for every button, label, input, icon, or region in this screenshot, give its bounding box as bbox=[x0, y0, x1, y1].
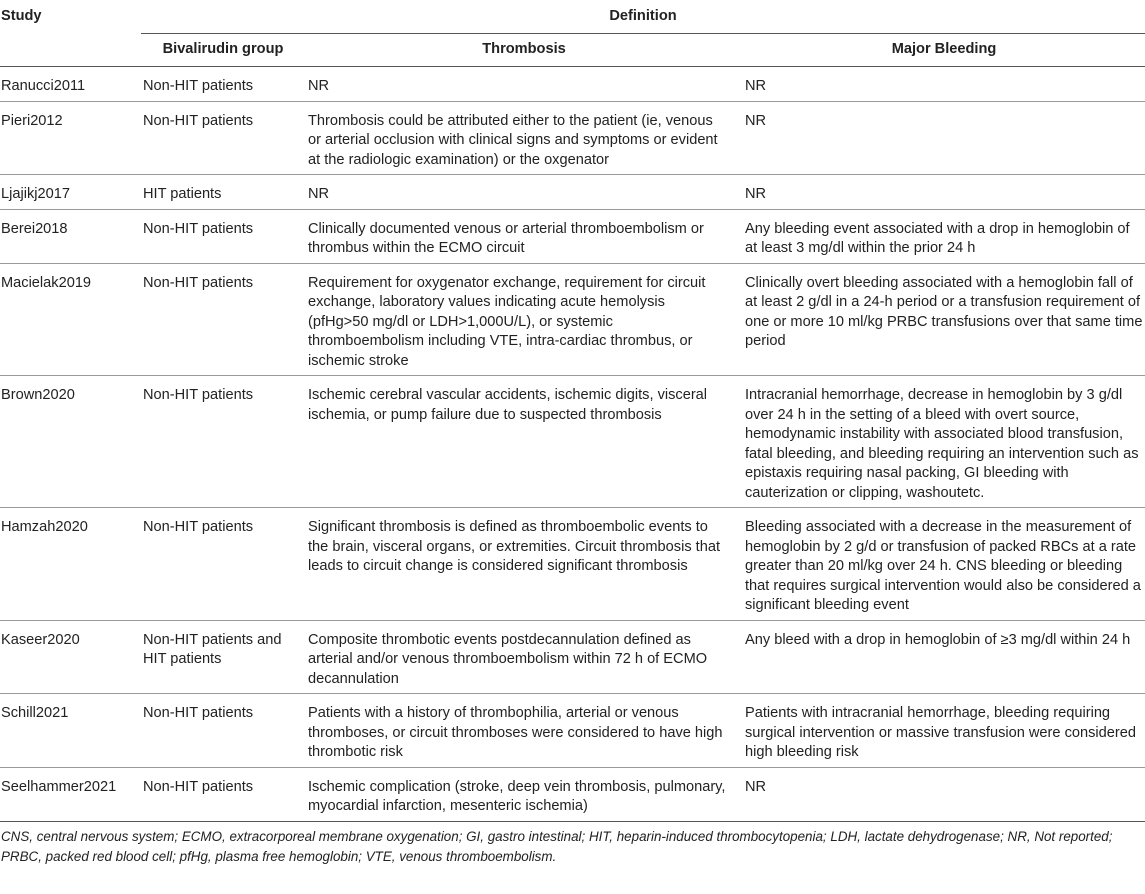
table-row bbox=[0, 376, 1145, 508]
cell-study: Berei2018 bbox=[0, 209, 141, 263]
cell-thrombosis: Significant thrombosis is defined as thromboembolic events to the brain, visceral organs, or extremities. Circuit thrombosis that leads to circuit change is considered significant thrombosis bbox=[305, 508, 743, 621]
cell-thrombosis: Patients with a history of thrombophilia, arterial or venous thromboses, or circuit thromboses were considered to have high thrombotic risk bbox=[305, 694, 743, 768]
cell-study: Hamzah2020 bbox=[0, 508, 141, 621]
cell-thrombosis: NR bbox=[305, 175, 743, 210]
cell-bivalirudin-group: HIT patients bbox=[141, 175, 305, 210]
cell-study: Pieri2012 bbox=[0, 101, 141, 175]
cell-study: Brown2020 bbox=[0, 376, 141, 508]
table-header bbox=[0, 0, 1145, 67]
header-definition: Definition bbox=[141, 0, 1145, 34]
cell-study: Kaseer2020 bbox=[0, 620, 141, 694]
table-row bbox=[0, 620, 1145, 694]
header-row-secondary bbox=[0, 34, 1145, 67]
cell-major-bleeding: Any bleeding event associated with a drop in hemoglobin of at least 3 mg/dl within the prior 24 h bbox=[743, 209, 1145, 263]
cell-thrombosis: Ischemic cerebral vascular accidents, ischemic digits, visceral ischemia, or pump failure due to suspected thrombosis bbox=[305, 376, 743, 508]
cell-major-bleeding: Patients with intracranial hemorrhage, bleeding requiring surgical intervention or massive transfusion were considered high bleeding risk bbox=[743, 694, 1145, 768]
cell-bivalirudin-group: Non-HIT patients bbox=[141, 508, 305, 621]
cell-thrombosis: Composite thrombotic events postdecannulation defined as arterial and/or venous thromboembolism within 72 h of ECMO decannulation bbox=[305, 620, 743, 694]
table-row bbox=[0, 263, 1145, 376]
cell-thrombosis: Ischemic complication (stroke, deep vein thrombosis, pulmonary, myocardial infarction, mesenteric ischemia) bbox=[305, 767, 743, 821]
header-major-bleeding: Major Bleeding bbox=[743, 34, 1145, 67]
cell-major-bleeding: Bleeding associated with a decrease in the measurement of hemoglobin by 2 g/d or transfusion of packed RBCs at a rate greater than 20 ml/kg over 24 h. CNS bleeding or bleeding that requires surgical intervention would also be considered a significant bleeding event bbox=[743, 508, 1145, 621]
header-study: Study bbox=[1, 8, 42, 24]
cell-bivalirudin-group: Non-HIT patients bbox=[141, 101, 305, 175]
cell-major-bleeding: NR bbox=[743, 175, 1145, 210]
cell-study: Macielak2019 bbox=[0, 263, 141, 376]
cell-study: Seelhammer2021 bbox=[0, 767, 141, 821]
cell-thrombosis: Clinically documented venous or arterial thromboembolism or thrombus within the ECMO circuit bbox=[305, 209, 743, 263]
cell-major-bleeding: Intracranial hemorrhage, decrease in hemoglobin by 3 g/dl over 24 h in the setting of a bleed with overt source, hemodynamic instability with associated blood transfusion, fatal bleeding, and bleeding requiring an intervention such as epistaxis requiring nasal packing, GI bleeding with cauterization or clipping, washoutetc. bbox=[743, 376, 1145, 508]
table-row bbox=[0, 694, 1145, 768]
table-row bbox=[0, 101, 1145, 175]
cell-major-bleeding: NR bbox=[743, 101, 1145, 175]
header-bivalirudin-group: Bivalirudin group bbox=[141, 34, 305, 67]
cell-bivalirudin-group: Non-HIT patients bbox=[141, 767, 305, 821]
table-row bbox=[0, 67, 1145, 102]
cell-study: Ranucci2011 bbox=[0, 67, 141, 102]
header-thrombosis: Thrombosis bbox=[305, 34, 743, 67]
table-row bbox=[0, 767, 1145, 821]
cell-thrombosis: Thrombosis could be attributed either to the patient (ie, venous or arterial occlusion with clinical signs and symptoms or evident at the radiologic examination) or the oxgenator bbox=[305, 101, 743, 175]
table-row bbox=[0, 175, 1145, 210]
cell-major-bleeding: Any bleed with a drop in hemoglobin of ≥3 mg/dl within 24 h bbox=[743, 620, 1145, 694]
table-row bbox=[0, 209, 1145, 263]
cell-bivalirudin-group: Non-HIT patients and HIT patients bbox=[141, 620, 305, 694]
cell-bivalirudin-group: Non-HIT patients bbox=[141, 209, 305, 263]
cell-bivalirudin-group: Non-HIT patients bbox=[141, 67, 305, 102]
table-body bbox=[0, 67, 1145, 822]
header-study-spacer bbox=[0, 34, 141, 67]
cell-major-bleeding: Clinically overt bleeding associated with a hemoglobin fall of at least 2 g/dl in a 24-h period or a transfusion requirement of one or more 10 ml/kg PRBC transfusions over that same time period bbox=[743, 263, 1145, 376]
cell-study: Ljajikj2017 bbox=[0, 175, 141, 210]
cell-major-bleeding: NR bbox=[743, 767, 1145, 821]
header-row-primary bbox=[0, 0, 1145, 34]
cell-bivalirudin-group: Non-HIT patients bbox=[141, 376, 305, 508]
table-footnote: CNS, central nervous system; ECMO, extracorporeal membrane oxygenation; GI, gastro intestinal; HIT, heparin-induced thrombocytopenia; LDH, lactate dehydrogenase; NR, Not reported; PRBC, packed red blood cell; pfHg, plasma free hemoglobin; VTE, venous thromboembolism. bbox=[1, 828, 1113, 864]
table-row bbox=[0, 508, 1145, 621]
cell-thrombosis: Requirement for oxygenator exchange, requirement for circuit exchange, laboratory values indicating acute hemolysis (pfHg>50 mg/dl or LDH>1,000U/L), or systemic thromboembolism including VTE, intra-cardiac thrombus, or ischemic stroke bbox=[305, 263, 743, 376]
cell-bivalirudin-group: Non-HIT patients bbox=[141, 694, 305, 768]
cell-study: Schill2021 bbox=[0, 694, 141, 768]
cell-bivalirudin-group: Non-HIT patients bbox=[141, 263, 305, 376]
cell-thrombosis: NR bbox=[305, 67, 743, 102]
cell-major-bleeding: NR bbox=[743, 67, 1145, 102]
